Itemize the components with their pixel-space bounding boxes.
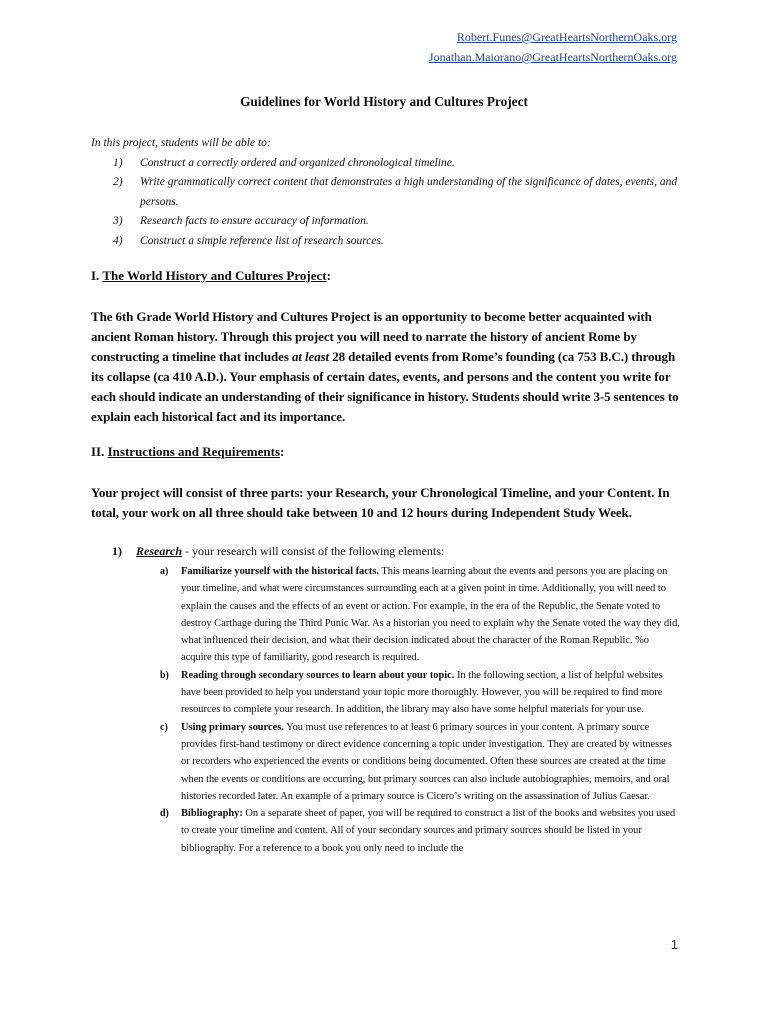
section-1-body-text: 28 detailed events from Rome’s founding (ca 753 B.C.) through its collapse (ca 410 A.D.). Your emphasis of certain dates, events, and persons and the content you write for each should indicate an understanding of their significance in history. Students should write 3-5 sentences to explain each historical fact and its importance.: [91, 349, 679, 424]
objective-item: [91, 232, 681, 252]
section-1-body: [91, 307, 679, 427]
research-number: 1): [112, 544, 122, 558]
objective-text: Construct a simple reference list of research sources.: [140, 234, 384, 247]
research-item: [91, 805, 681, 857]
section-2-number: II.: [91, 444, 108, 459]
item-text: On a separate sheet of paper, you will be required to construct a list of the books and websites you used to create your timeline and content. All of your secondary sources and primary sources should be listed in your bibliography. For a reference to a book you only need to include the: [181, 808, 676, 854]
research-item: [91, 719, 681, 805]
research-heading: [91, 541, 681, 561]
item-marker: b): [160, 669, 169, 681]
objective-number: 3): [113, 215, 123, 227]
email-link-maiorano[interactable]: Jonathan.Maiorano@GreatHeartsNorthernOaks.org: [428, 50, 677, 64]
section-1-colon: :: [326, 268, 331, 283]
research-items: [91, 563, 681, 857]
section-1-heading: [91, 268, 331, 284]
objective-number: 2): [113, 176, 123, 188]
document-title: Guidelines for World History and Cultures Project: [240, 94, 528, 109]
section-2-heading: [91, 444, 284, 460]
objective-number: 4): [113, 234, 123, 247]
item-text: This means learning about the events and persons you are placing on your timeline, and what were circumstances surrounding each at a given point in time. Additionally, you will need to explain the causes and the effects of an event or action. For example, in the era of the Republic, the Senate voted to destroy Carthage during the Third Punic War. As a historian you need to explain why the Senate voted the way they did, what influenced their decision, and what their decision indicated about the character of the Roman Republic. %o acquire this type of familiarity, good research is required.: [181, 566, 680, 664]
contact-emails: [429, 27, 677, 67]
item-marker: c): [160, 721, 168, 733]
research-description: - your research will consist of the following elements:: [182, 544, 445, 558]
objective-item: [91, 173, 681, 212]
intro-block: [91, 134, 681, 251]
section-2-body: Your project will consist of three parts: your Research, your Chronological Timeline, and your Content. In total, your work on all three should take between 10 and 12 hours during Independent Study Week.: [91, 485, 670, 520]
item-text: In the following section, a list of helpful websites have been provided to help you understand your topic more thoroughly. However, you will be required to find more resources to complete your research. In addition, the library may also have some helpful materials for your use.: [181, 669, 663, 716]
intro-lead: In this project, students will be able to:: [91, 137, 271, 149]
section-1-body-text: The 6th Grade World History and Cultures Project is an opportunity to become better acquainted with ancient Roman history. Through this project you will need to narrate the history of ancient Rome by constructing a timeline that includes: [91, 309, 652, 364]
email-link-funes[interactable]: Robert.Funes@GreatHeartsNorthernOaks.org: [456, 30, 677, 44]
section-1-emphasis: at least: [291, 349, 330, 364]
objective-text: Construct a correctly ordered and organized chronological timeline.: [140, 156, 455, 169]
research-item: [91, 563, 681, 667]
section-1-number: I.: [91, 268, 103, 283]
item-text: You must use references to at least 6 primary sources in your content. A primary source provides first-hand testimony or direct evidence concerning a topic under investigation. They are created by witnesses or recorders who experienced the events or conditions being documented. Often these sources are created at the time when the events or conditions are occurring, but primary sources can also include autobiographies, memoirs, and oral histories recorded later. An example of a primary source is Cicero’s writing on the assassination of Julius Caesar.: [181, 721, 672, 802]
section-2-title: Instructions and Requirements: [107, 444, 281, 459]
objective-text: Write grammatically correct content that demonstrates a high understanding of the significance of dates, events, and persons.: [140, 176, 678, 208]
item-lead: Using primary sources.: [181, 721, 284, 733]
item-marker: a): [160, 566, 169, 577]
research-item: [91, 667, 681, 719]
research-list: [91, 541, 681, 857]
page-number: 1: [670, 937, 678, 952]
item-lead: Reading through secondary sources to learn about your topic.: [181, 669, 455, 681]
section-1-title: The World History and Cultures Project: [102, 268, 327, 283]
research-label: Research: [136, 544, 182, 558]
objective-item: [91, 212, 681, 232]
item-lead: Familiarize yourself with the historical facts.: [181, 566, 379, 577]
section-2-colon: :: [280, 444, 285, 459]
objective-text: Research facts to ensure accuracy of information.: [140, 215, 369, 227]
objective-item: [91, 154, 681, 174]
item-lead: Bibliography:: [181, 808, 243, 820]
objective-number: 1): [113, 156, 123, 169]
objectives-list: [91, 154, 681, 252]
item-marker: d): [160, 808, 169, 820]
